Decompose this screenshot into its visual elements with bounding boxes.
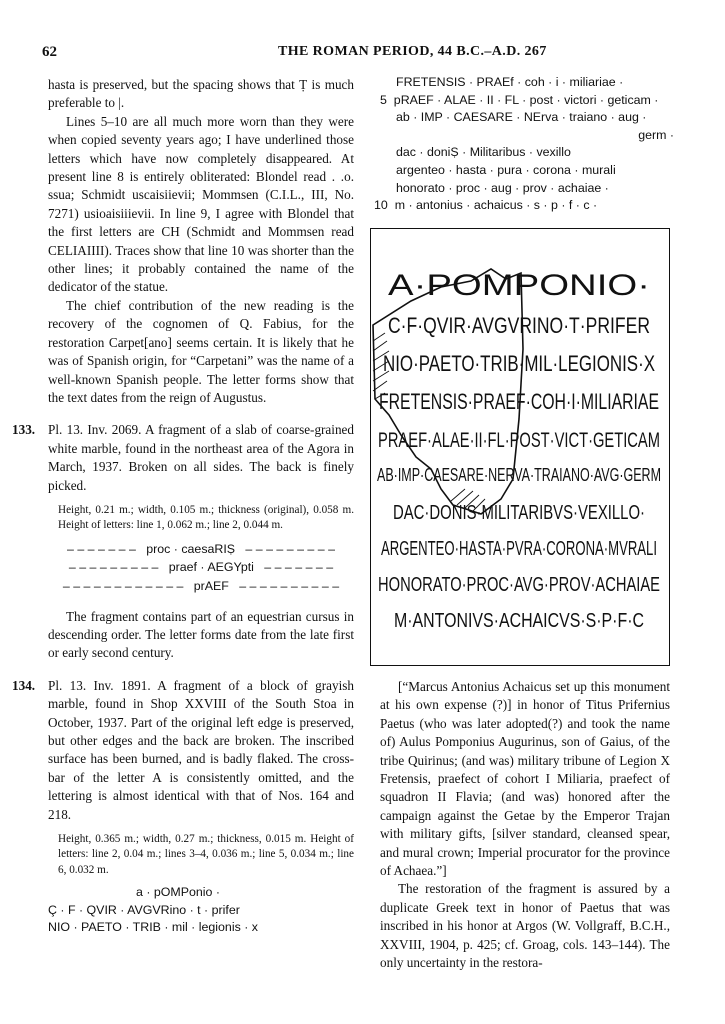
drawing-line-6: AB·IMP·CAESARE·NERVA·TRAIANO·AVG·GERM xyxy=(377,465,661,485)
paragraph-continued: hasta is preserved, but the spacing shows that Ṭ is much preferable to |. xyxy=(48,77,354,111)
inscription-134-line-3: NIO · PAETO · TRIB · mil · legionis · x xyxy=(48,920,258,935)
drawing-line-5: PRAEF·ALAE·II·FL·POST·VICT·GETICAM xyxy=(378,429,660,452)
inscription-133-line-3: – – – – – – – – – – – – prAEF – – – – – – – – – – xyxy=(62,578,340,593)
line-number: 10 xyxy=(374,198,388,213)
translation-paragraph: [“Marcus Antonius Achaicus set up this monument at his own expense (?)] in honor of Titus Prifernius Paetus (who was later adopted(?) and took the name of) Aulus Pomponius Augurinus, son of Gaius, of the tribe Quirinus; (and was) military tribune of Legion X Fretensis, praefect of cohort I Miliaria, praefect of squadron II Flavia; (and was) honored after the campaign against the Getae by the Emperor Trajan with military gifts, [silver standard, cleansed spear, and mural crown; Imperial procurator for the province of Achaea.”] xyxy=(380,679,670,879)
inscription-134-continued xyxy=(374,74,674,215)
drawing-line-2: C·F·QVIR·AVGVRINO·T·PRIFER xyxy=(388,313,650,338)
entry-description: Pl. 13. Inv. 2069. A fragment of a slab of coarse-grained white marble, found in the northeast area of the Agora in March, 1937. Broken on all sides. The back is finely picked. xyxy=(48,422,354,493)
inscription-line-8: argenteo · hasta · pura · corona · murali xyxy=(396,162,616,177)
page-number: 62 xyxy=(42,44,57,60)
drawing-line-1: A·POMPONIO· xyxy=(388,269,650,302)
measurements-134: Height, 0.365 m.; width, 0.27 m.; thickness, 0.015 m. Height of letters: line 2, 0.04 m.; lines 3–4, 0.036 m.; line 5, 0.034 m.; line 6, 0.032 m. xyxy=(58,833,354,876)
inscription-line-5 xyxy=(380,92,674,110)
paragraph-chief-contribution: The chief contribution of the new reading is the recovery of the cognomen of Q. Fabius, for the restoration Carpet[ano] seems certain. It is likely that he was of Spanish origin, for “Carpetani” was the name of a well-known Spanish people. The letter forms show that the text dates from the reign of Augustus. xyxy=(48,297,354,405)
left-column xyxy=(12,76,354,937)
drawing-line-10: M·ANTONIVS·ACHAICVS·S·P·F·C xyxy=(394,610,644,632)
restoration-paragraph: The restoration of the fragment is assured by a duplicate Greek text in honor of Paetus that was inscribed in his honor at Argos (W. Vollgraff, B.C.H., XXVIII, 1904, p. 425; cf. Groag, cols. 143–144). The only uncertainty in the restora- xyxy=(380,881,670,971)
entry-133 xyxy=(12,421,354,495)
inscription-line-4: FRETENSIS · PRAEf · coh · i · miliariae · xyxy=(396,75,624,89)
running-title: THE ROMAN PERIOD, 44 B.C.–A.D. 267 xyxy=(278,44,547,59)
paragraph-lines-5-10: Lines 5–10 are all much more worn than they were when copied seventy years ago; I have underlined those letters which have now completely disappeared. At present line 8 is entirely obliterated: Blondel read . .o. ssua; Schmidt uscaisiievii; Mommsen (C.I.L., III, No. 7271) usioaisiiievii. In line 9, I agree with Blondel that the first letters are CH (Schmidt and Mommsen read CELIAIIII). Traces show that line 10 was shorter than the other lines; it probably contained the name of the dedicator of the statue. xyxy=(48,113,354,295)
inscription-133-line-2: – – – – – – – – – praef · AEGYpti – – – – – – – xyxy=(68,560,334,575)
line-number: 5 xyxy=(380,92,387,107)
drawing-line-9: HONORATO·PROC·AVG·PROV·ACHAIAE xyxy=(378,574,660,596)
entry-number: 133. xyxy=(12,422,36,438)
inscription-134-line-1: a · pOMPonio · xyxy=(136,885,221,900)
drawing-line-7: DAC·DONIS·MILITARIBVS·VEXILLO· xyxy=(393,502,645,524)
right-column xyxy=(380,678,670,973)
drawing-line-3: NIO·PAETO·TRIB·MIL·LEGIONIS·X xyxy=(383,351,656,376)
inscription-line-10 xyxy=(374,197,674,215)
inscription-line-9: honorato · proc · aug · prov · achaiae · xyxy=(396,180,609,195)
inscription-drawing xyxy=(370,228,670,666)
drawing-line-8: ARGENTEO·HASTA·PVRA·CORONA·MVRALI xyxy=(381,538,657,560)
drawing-text xyxy=(377,269,661,632)
entry-description: Pl. 13. Inv. 1891. A fragment of a block of grayish marble, found in Shop XXVIII of the South Stoa in October, 1937. Part of the original left edge is preserved, but other edges and the back are broken. The inscribed surface has been burned, and is badly flaked. The cross-bar of the letter A is consistently omitted, and the lettering is almost identical with that of Nos. 164 and 218. xyxy=(48,677,354,822)
inscription-line-6: ab · IMP · CAESARE · NErva · traiano · aug · xyxy=(396,110,647,125)
page-header xyxy=(42,44,670,64)
inscription-drawing-svg xyxy=(371,229,668,664)
inscription-line-6-cont: germ · xyxy=(638,127,674,142)
inscription-134-line-2: Ç · F · QVIR · AVGVRino · t · prifer xyxy=(48,902,240,917)
inscription-133-line-1: – – – – – – – proc · caesaRIṢ – – – – – – – – – xyxy=(67,541,335,556)
drawing-line-4: FRETENSIS·PRAEF·COH·I·MILIARIAE xyxy=(379,389,659,414)
entry-134 xyxy=(12,677,354,824)
line-text: pRAEF · ALAE · II · FL · post · victori · geticam · xyxy=(393,92,659,107)
inscription-line-7: dac · doniṢ · Militaribus · vexillo xyxy=(396,145,571,160)
line-text: m · antonius · achaicus · s · p · f · c · xyxy=(394,198,598,213)
paragraph-133-commentary: The fragment contains part of an equestrian cursus in descending order. The letter forms date from the late first or early second century. xyxy=(48,608,354,661)
measurements-133: Height, 0.21 m.; width, 0.105 m.; thickness (original), 0.058 m. Height of letters: line 1, 0.062 m.; line 2, 0.044 m. xyxy=(58,503,354,532)
entry-number: 134. xyxy=(12,677,36,693)
